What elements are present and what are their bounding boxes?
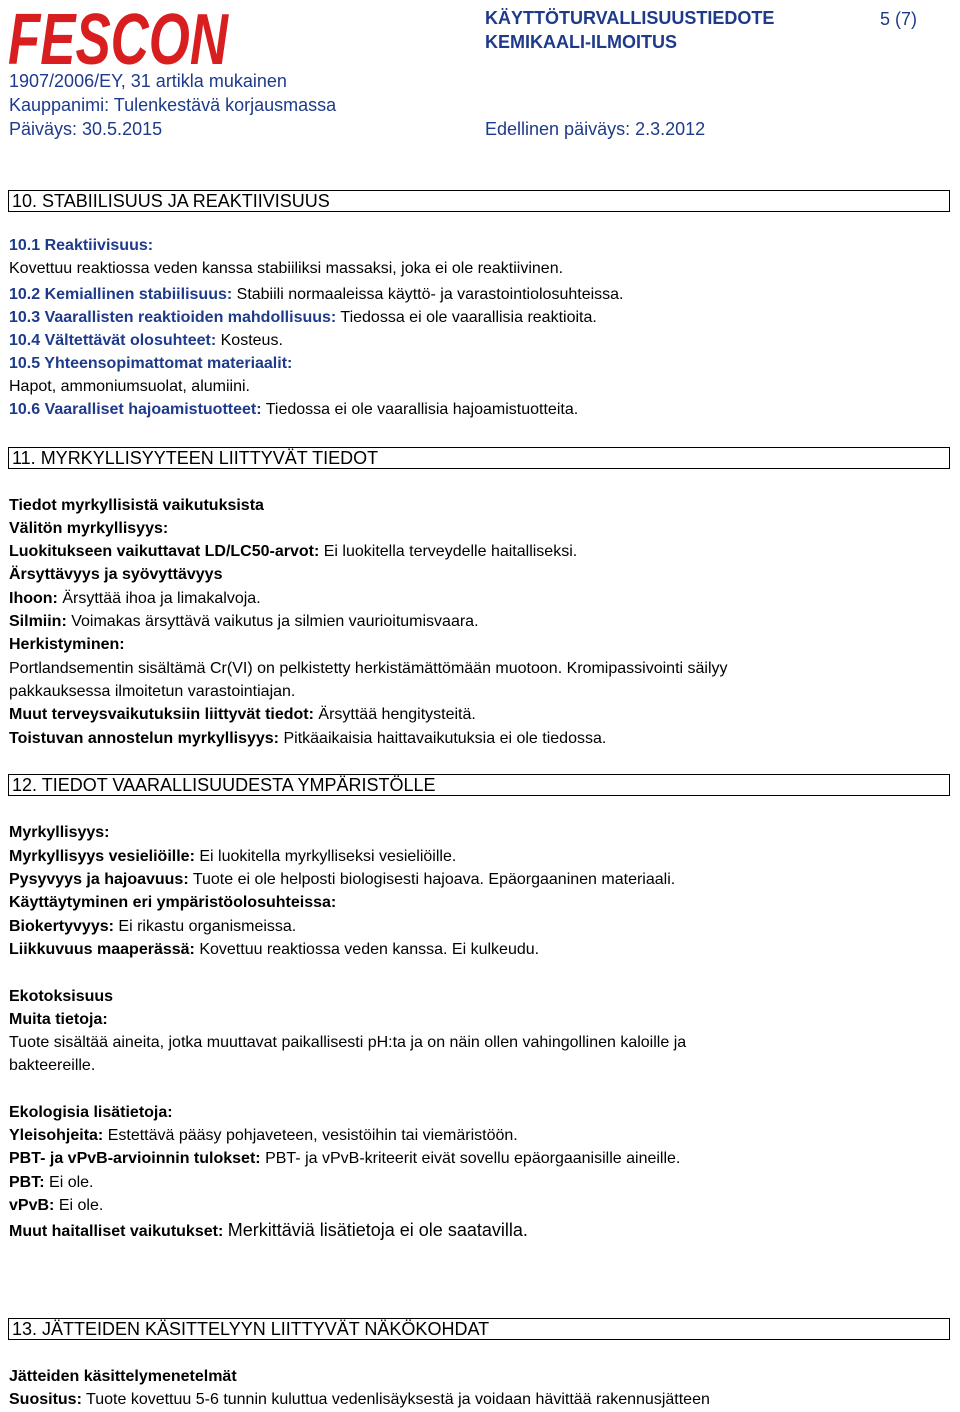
vpvb-result: vPvB: Ei ole. — [9, 1197, 104, 1214]
incompatible-materials-text: Hapot, ammoniumsuolat, alumiini. — [9, 378, 250, 395]
previous-date: Edellinen päiväys: 2.3.2012 — [485, 119, 706, 139]
hazardous-reactions: 10.3 Vaarallisten reaktioiden mahdollisuus: Tiedossa ei ole vaarallisia reaktioita. — [9, 309, 597, 326]
decomposition-products: 10.6 Vaaralliset hajoamistuotteet: Tiedossa ei ole vaarallisia hajoamistuotteita. — [9, 401, 579, 418]
pbt-result: PBT: Ei ole. — [9, 1174, 94, 1191]
incompatible-materials-label: 10.5 Yhteensopimattomat materiaalit: — [9, 355, 293, 372]
aquatic-toxicity: Myrkyllisyys vesieliöille: Ei luokitella myrkylliseksi vesieliöille. — [9, 848, 457, 865]
section-11-title: 11. MYRKYLLISYYTEEN LIITTYVÄT TIEDOT — [8, 447, 950, 469]
other-adverse-effects: Muut haitalliset vaikutukset: Merkittäviä lisätietoja ei ole saatavilla. — [9, 1220, 528, 1240]
other-info-heading: Muita tietoja: — [9, 1011, 108, 1028]
ecotoxicity-heading: Ekotoksisuus — [9, 988, 114, 1005]
acute-toxicity-heading: Välitön myrkyllisyys: — [9, 520, 169, 537]
other-health-effects: Muut terveysvaikutuksiin liittyvät tiedot: Ärsyttää hengitysteitä. — [9, 706, 476, 723]
page-number: 5 (7) — [880, 9, 918, 29]
section-12-title: 12. TIEDOT VAARALLISUUDESTA YMPÄRISTÖLLE — [8, 774, 950, 796]
eye-effect: Silmiin: Voimakas ärsyttävä vaikutus ja silmien vaurioitumisvaara. — [9, 613, 479, 630]
bioaccumulation: Biokertyvyys: Ei rikastu organismeissa. — [9, 918, 297, 935]
environmental-behaviour-heading: Käyttäytyminen eri ympäristöolosuhteissa: — [9, 894, 337, 911]
persistence: Pysyvyys ja hajoavuus: Tuote ei ole helposti biologisesti hajoava. Epäorgaaninen materiaali. — [9, 871, 676, 888]
logo-text: FESCON — [8, 4, 230, 70]
disposal-recommendation: Suositus: Tuote kovettuu 5-6 tunnin kuluttua vedenlisäyksestä ja voidaan hävittää rakennusjätteen — [9, 1391, 710, 1408]
toxicity-heading: Myrkyllisyys: — [9, 824, 110, 841]
trade-name: Kauppanimi: Tulenkestävä korjausmassa — [9, 95, 337, 115]
issue-date: Päiväys: 30.5.2015 — [9, 119, 163, 139]
other-info-text-2: bakteereille. — [9, 1057, 96, 1074]
section-10-title: 10. STABIILISUUS JA REAKTIIVISUUS — [8, 190, 950, 212]
reactivity-text: Kovettuu reaktiossa veden kanssa stabiiliksi massaksi, joka ei ole reaktiivinen. — [9, 260, 564, 277]
soil-mobility: Liikkuvuus maaperässä: Kovettuu reaktiossa veden kanssa. Ei kulkeudu. — [9, 941, 540, 958]
sensitization-text-1: Portlandsementin sisältämä Cr(VI) on pelkistetty herkistämättömään muotoon. Kromipassivointi säilyy — [9, 660, 728, 677]
skin-effect: Ihoon: Ärsyttää ihoa ja limakalvoja. — [9, 590, 261, 607]
reactivity-label: 10.1 Reaktiivisuus: — [9, 237, 154, 254]
other-info-text-1: Tuote sisältää aineita, jotka muuttavat paikallisesti pH:ta ja on näin ollen vahingollinen kaloille ja — [9, 1034, 687, 1051]
ld-values: Luokitukseen vaikuttavat LD/LC50-arvot: Ei luokitella terveydelle haitalliseksi. — [9, 543, 578, 560]
chemical-stability: 10.2 Kemiallinen stabiilisuus: Stabiili normaaleissa käyttö- ja varastointiolosuhteissa. — [9, 286, 624, 303]
section-13-title: 13. JÄTTEIDEN KÄSITTELYYN LIITTYVÄT NÄKÖKOHDAT — [8, 1318, 950, 1340]
fescon-logo — [8, 4, 230, 70]
ecological-info-heading: Ekologisia lisätietoja: — [9, 1104, 173, 1121]
waste-methods-heading: Jätteiden käsittelymenetelmät — [9, 1368, 237, 1385]
document-subtitle: KEMIKAALI-ILMOITUS — [485, 32, 677, 52]
regulation-line: 1907/2006/EY, 31 artikla mukainen — [9, 71, 287, 91]
sensitization-heading: Herkistyminen: — [9, 636, 125, 653]
general-advice: Yleisohjeita: Estettävä pääsy pohjaveteen, vesistöihin tai viemäristöön. — [9, 1127, 518, 1144]
pbt-assessment: PBT- ja vPvB-arvioinnin tulokset: PBT- ja vPvB-kriteerit eivät sovellu epäorgaanisille aineille. — [9, 1150, 681, 1167]
toxic-effects-heading: Tiedot myrkyllisistä vaikutuksista — [9, 497, 264, 514]
document-title: KÄYTTÖTURVALLISUUSTIEDOTE — [485, 8, 775, 28]
repeated-dose-toxicity: Toistuvan annostelun myrkyllisyys: Pitkäaikaisia haittavaikutuksia ei ole tiedossa. — [9, 730, 607, 747]
irritation-heading: Ärsyttävyys ja syövyttävyys — [9, 566, 223, 583]
conditions-to-avoid: 10.4 Vältettävät olosuhteet: Kosteus. — [9, 332, 283, 349]
sensitization-text-2: pakkauksessa ilmoitetun varastointiajan. — [9, 683, 296, 700]
